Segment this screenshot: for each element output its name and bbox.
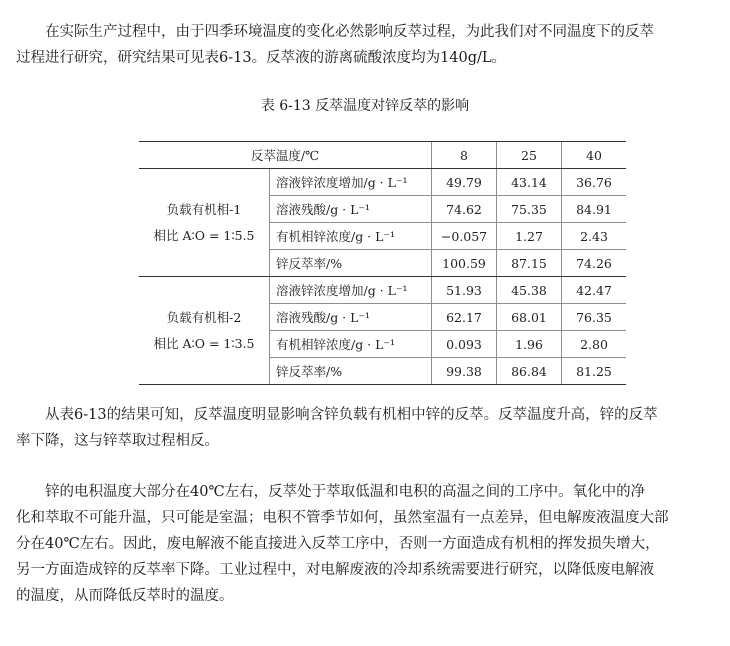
table-cell: 99.38 <box>432 358 497 385</box>
intro-paragraph <box>16 19 716 71</box>
text-line: 化和萃取不可能升温，只可能是室温；电积不管季节如何，虽然室温有一点差异，但电解废液温度大部 <box>16 510 669 526</box>
group-ratio: 相比 A∶O = 1∶5.5 <box>153 227 255 243</box>
table-cell: 74.26 <box>562 250 627 277</box>
table-cell: −0.057 <box>432 223 497 250</box>
group-label-1 <box>139 169 270 277</box>
table-cell: 100.59 <box>432 250 497 277</box>
group-label-2 <box>139 277 270 385</box>
table-cell: 1.27 <box>497 223 562 250</box>
table-row <box>139 277 626 304</box>
table-cell: 76.35 <box>562 304 627 331</box>
table-cell: 42.47 <box>562 277 627 304</box>
row-item-label: 溶液残酸/g · L⁻¹ <box>270 304 432 331</box>
table-cell: 45.38 <box>497 277 562 304</box>
row-item-label: 溶液锌浓度增加/g · L⁻¹ <box>270 169 432 196</box>
table-cell: 62.17 <box>432 304 497 331</box>
temperature-header: 反萃温度/℃ <box>139 142 432 169</box>
text-line: 另一方面造成锌的反萃率下降。工业过程中，对电解废液的冷却系统需要进行研究，以降低废电解液 <box>16 562 654 578</box>
table-cell: 84.91 <box>562 196 627 223</box>
table-cell: 2.80 <box>562 331 627 358</box>
group-name: 负载有机相-1 <box>166 201 242 217</box>
table-row <box>139 169 626 196</box>
row-item-label: 锌反萃率/% <box>270 358 432 385</box>
row-item-label: 锌反萃率/% <box>270 250 432 277</box>
row-item-label: 溶液锌浓度增加/g · L⁻¹ <box>270 277 432 304</box>
row-item-label: 有机相锌浓度/g · L⁻¹ <box>270 223 432 250</box>
temperature-column-header: 8 <box>432 142 497 169</box>
row-item-label: 溶液残酸/g · L⁻¹ <box>270 196 432 223</box>
row-item-label: 有机相锌浓度/g · L⁻¹ <box>270 331 432 358</box>
table-cell: 68.01 <box>497 304 562 331</box>
text-line: 锌的电积温度大部分在40℃左右，反萃处于萃取低温和电积的高温之间的工序中。氧化中的净 <box>45 484 646 500</box>
group-ratio: 相比 A∶O = 1∶3.5 <box>153 335 255 351</box>
table-cell: 86.84 <box>497 358 562 385</box>
table-cell: 51.93 <box>432 277 497 304</box>
table-cell: 74.62 <box>432 196 497 223</box>
results-table <box>139 141 626 385</box>
temperature-column-header: 25 <box>497 142 562 169</box>
table-cell: 0.093 <box>432 331 497 358</box>
table-header-row <box>139 142 626 169</box>
text-line: 的温度，从而降低反萃时的温度。 <box>16 588 234 604</box>
text-line: 在实际生产过程中，由于四季环境温度的变化必然影响反萃过程，为此我们对不同温度下的反萃 <box>45 24 654 40</box>
table-cell: 49.79 <box>432 169 497 196</box>
group-name: 负载有机相-2 <box>166 309 242 325</box>
table-cell: 81.25 <box>562 358 627 385</box>
table-cell: 43.14 <box>497 169 562 196</box>
table-caption: 表 6-13 反萃温度对锌反萃的影响 <box>260 98 470 114</box>
table-cell: 2.43 <box>562 223 627 250</box>
table-cell: 75.35 <box>497 196 562 223</box>
table-cell: 87.15 <box>497 250 562 277</box>
text-line: 从表6-13的结果可知，反萃温度明显影响含锌负载有机相中锌的反萃。反萃温度升高，锌的反萃 <box>45 407 658 423</box>
text-line: 率下降，这与锌萃取过程相反。 <box>16 433 219 449</box>
text-line: 分在40℃左右。因此，废电解液不能直接进入反萃工序中，否则一方面造成有机相的挥发损失增大， <box>16 536 660 552</box>
temperature-column-header: 40 <box>562 142 627 169</box>
table-cell: 1.96 <box>497 331 562 358</box>
discussion-paragraph <box>16 479 716 609</box>
text-line: 过程进行研究，研究结果可见表6-13。反萃液的游离硫酸浓度均为140g/L。 <box>16 50 507 66</box>
result-paragraph <box>16 402 716 454</box>
table-cell: 36.76 <box>562 169 627 196</box>
